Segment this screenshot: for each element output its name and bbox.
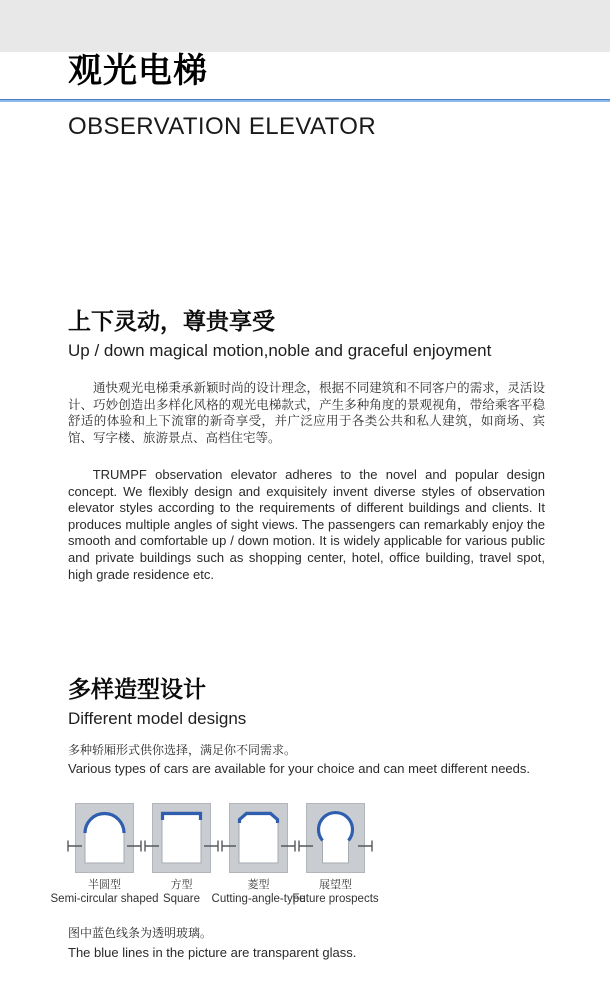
- section-motion: [0, 307, 610, 583]
- page-title-chinese: 观光电梯: [68, 52, 208, 90]
- model-figures-row: [50, 803, 610, 906]
- model-label-chinese: 展望型: [319, 879, 352, 892]
- model-semi-circular: [50, 803, 159, 906]
- glass-note-english: The blue lines in the picture are transparent glass.: [68, 945, 357, 961]
- glass-note: [0, 926, 610, 961]
- header-divider-rule: [0, 99, 610, 102]
- model-label-english: Semi-circular shaped: [50, 893, 159, 906]
- glass-note-chinese: 图中蓝色线条为透明玻璃。: [68, 926, 213, 941]
- motion-paragraph-chinese: 通快观光电梯秉承新颖时尚的设计理念，根据不同建筑和不同客户的需求，灵活设计、巧妙创造出多样化风格的观光电梯款式，产生多种角度的景观视角，带给乘客平稳舒适的体验和上下流窜的新奇享受，并广泛应用于各类公共和私人建筑，如商场、宾馆、写字楼、旅游景点、高档住宅等。: [68, 381, 545, 445]
- model-label-chinese: 方型: [170, 879, 193, 892]
- motion-paragraph-english: TRUMPF observation elevator adheres to the novel and popular design concept. We flexibly design and exquisitely invent diverse styles of observation elevator styles according to the requirements of different buildings and clients. It produces multiple angles of sight views. The passengers can remarkably enjoy the smooth and comfortable up / down motion. It is widely applicable for various public and private buildings such as shopping center, hotel, office building, travel spot, high grade residence etc.: [68, 467, 545, 582]
- model-label-chinese: 菱型: [247, 879, 270, 892]
- model-label-english: Cutting-angle-type: [211, 893, 306, 906]
- square-car-diagram: [144, 803, 219, 873]
- motion-heading-chinese: 上下灵动，尊贵享受: [68, 308, 275, 334]
- future-prospects-car-diagram: [298, 803, 373, 873]
- designs-intro-chinese: 多种轿厢形式供你选择，满足你不同需求。: [68, 743, 297, 758]
- model-future-prospects: [292, 803, 379, 906]
- semi-circular-car-diagram: [67, 803, 142, 873]
- cutting-angle-car-diagram: [221, 803, 296, 873]
- designs-heading-english: Different model designs: [68, 709, 247, 729]
- section-designs: [0, 675, 610, 777]
- designs-heading-chinese: 多样造型设计: [68, 676, 206, 703]
- page-title-english: OBSERVATION ELEVATOR: [68, 113, 377, 140]
- model-label-english: Future prospects: [292, 893, 379, 906]
- motion-heading-english: Up / down magical motion,noble and graceful enjoyment: [68, 341, 492, 360]
- designs-intro-english: Various types of cars are available for your choice and can meet different needs.: [68, 761, 531, 777]
- brochure-page: [0, 52, 610, 995]
- model-cutting-angle: [211, 803, 306, 906]
- model-label-english: Square: [162, 893, 201, 906]
- model-square: [143, 803, 220, 906]
- model-label-chinese: 半圆型: [88, 879, 121, 892]
